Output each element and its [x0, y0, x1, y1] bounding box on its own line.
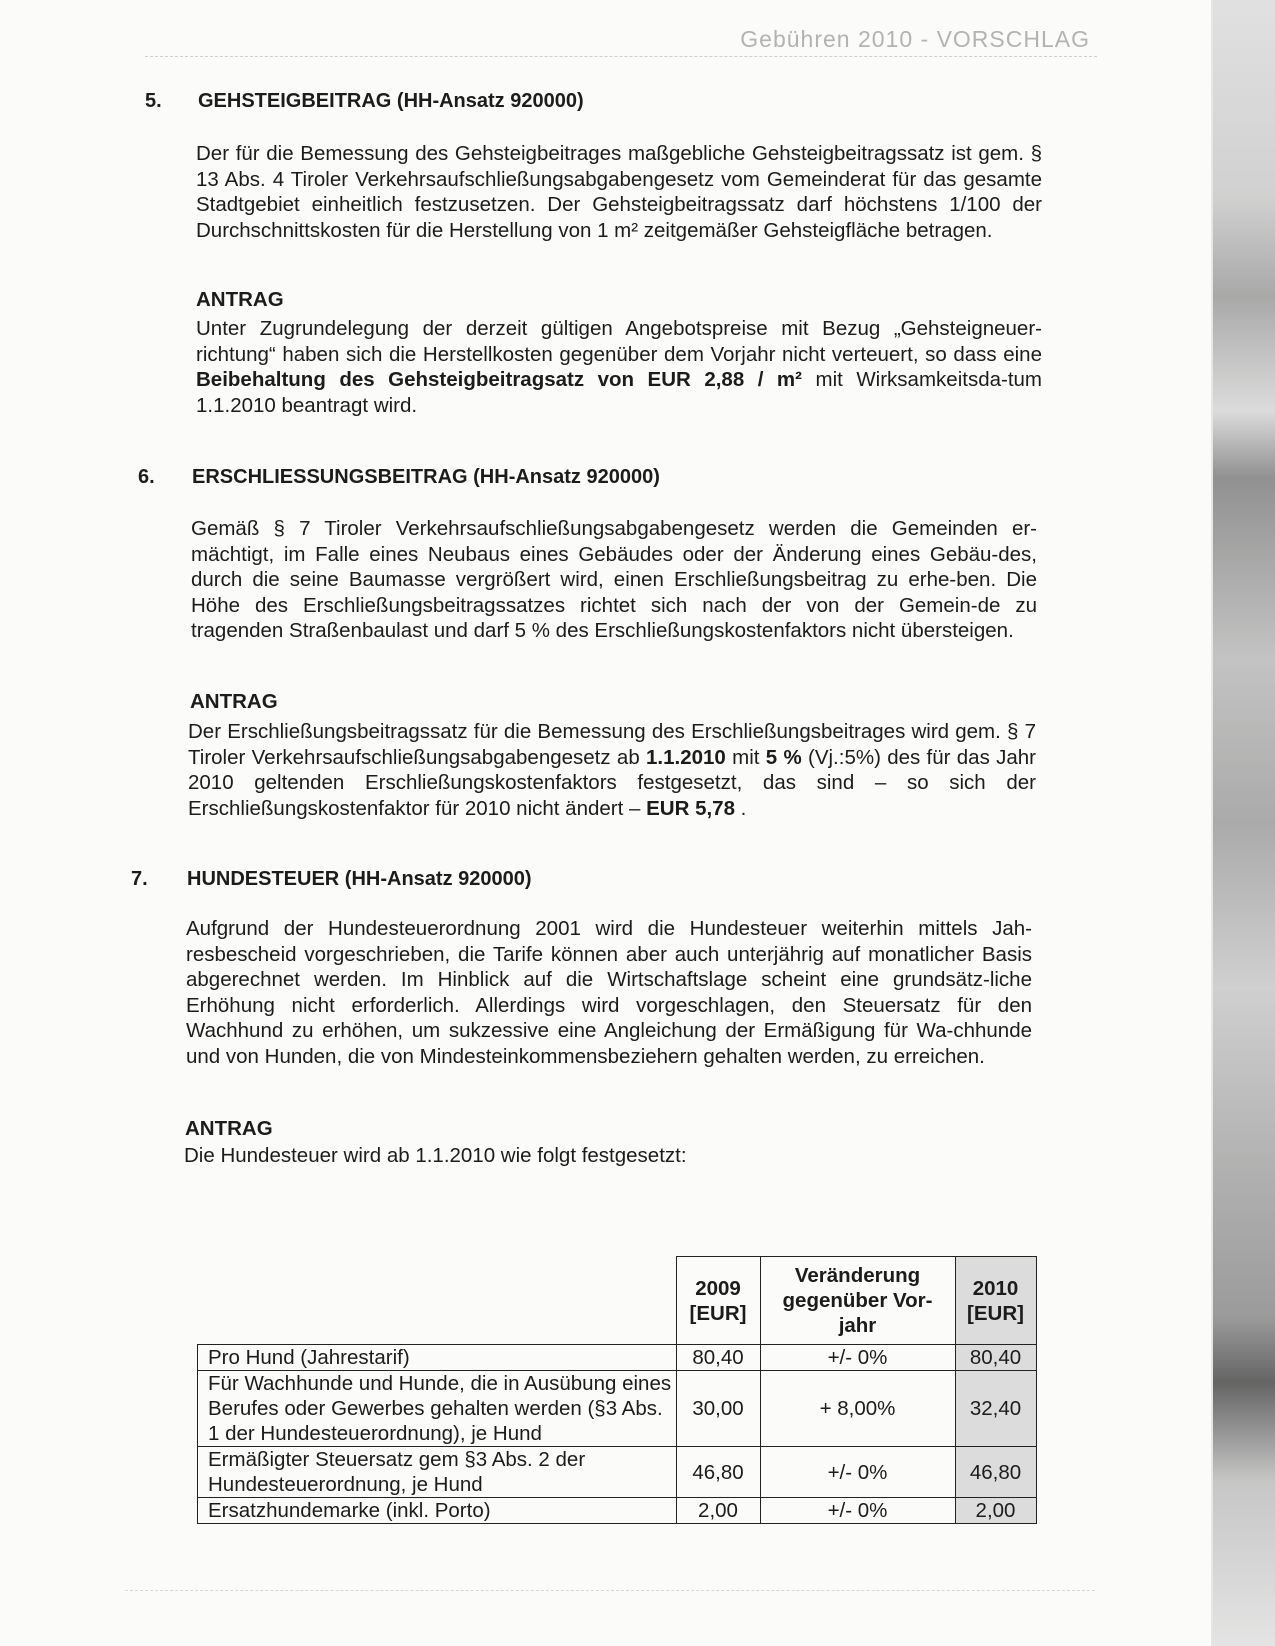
row-label: Ermäßigter Steuersatz gem §3 Abs. 2 der Hundesteuerordnung, je Hund	[198, 1447, 677, 1498]
header-rule	[145, 56, 1097, 57]
table-row	[198, 1345, 1037, 1371]
row-value-2009: 46,80	[676, 1447, 760, 1498]
section-5-antrag-text: Unter Zugrundelegung der derzeit gültigen Angebotspreise mit Bezug „Gehsteigneuer-richtung“ haben sich die Herstellkosten gegenüber dem Vorjahr nicht verteuert, so dass eine Beibehaltung des Gehsteigbeitragsatz von EUR 2,88 / m² mit Wirksamkeitsda-tum 1.1.2010 beantragt wird.	[196, 317, 1042, 417]
section-6-number: 6.	[138, 466, 155, 488]
row-value-2009: 2,00	[676, 1498, 760, 1524]
table-row	[198, 1498, 1037, 1524]
table-row	[198, 1447, 1037, 1498]
row-label: Ersatzhundemarke (inkl. Porto)	[198, 1498, 677, 1524]
section-5-title: GEHSTEIGBEITRAG (HH-Ansatz 920000)	[198, 90, 584, 112]
scan-edge-shadow	[1213, 0, 1275, 1646]
row-label: Pro Hund (Jahrestarif)	[198, 1345, 677, 1371]
header-2009: 2009 [EUR]	[676, 1257, 760, 1345]
row-value-2009: 30,00	[676, 1371, 760, 1447]
section-5-antrag-highlight: Beibehaltung des Gehsteigbeitragsatz von EUR 2,88 / m²	[196, 368, 802, 392]
row-value-2010: 46,80	[955, 1447, 1036, 1498]
page-header: Gebühren 2010 - VORSCHLAG	[740, 26, 1090, 52]
row-value-2010: 32,40	[955, 1371, 1036, 1447]
row-change: +/- 0%	[760, 1447, 955, 1498]
header-change: Veränderung gegenüber Vor-jahr	[760, 1257, 955, 1345]
section-5-number: 5.	[145, 90, 162, 112]
section-7-antrag-text: Die Hundesteuer wird ab 1.1.2010 wie folgt festgesetzt:	[184, 1144, 687, 1167]
table-header-row	[198, 1257, 1037, 1345]
row-value-2010: 80,40	[955, 1345, 1036, 1371]
section-7-title: HUNDESTEUER (HH-Ansatz 920000)	[187, 868, 532, 890]
section-7-antrag-label: ANTRAG	[185, 1117, 273, 1140]
row-label: Für Wachhunde und Hunde, die in Ausübung eines Berufes oder Gewerbes gehalten werden (§3 Abs. 1 der Hundesteuerordnung), je Hund	[198, 1371, 677, 1447]
row-change: +/- 0%	[760, 1345, 955, 1371]
section-7-body: Aufgrund der Hundesteuerordnung 2001 wird die Hundesteuer weiterhin mittels Jah-resbescheid vorgeschrieben, die Tarife können aber auch unterjährig auf monatlicher Basis abgerechnet werden. Im Hinblick auf die Wirtschaftslage scheint eine grundsätz-liche Erhöhung nicht erforderlich. Allerdings wird vorgeschlagen, den Steuersatz für den Wachhund zu erhöhen, um sukzessive eine Angleichung der Ermäßigung für Wa-chhunde und von Hunden, die von Mindesteinkommensbeziehern gehalten werden, zu erreichen.	[186, 917, 1032, 1068]
section-6-antrag-label: ANTRAG	[190, 690, 278, 713]
footer-rule	[125, 1590, 1095, 1591]
row-value-2009: 80,40	[676, 1345, 760, 1371]
header-2010: 2010 [EUR]	[955, 1257, 1036, 1345]
section-5-antrag-label: ANTRAG	[196, 288, 284, 311]
section-5-body: Der für die Bemessung des Gehsteigbeitrages maßgebliche Gehsteigbeitragssatz ist gem. § 13 Abs. 4 Tiroler Verkehrsaufschließungsabgabengesetz vom Gemeinderat für das gesamte Stadtgebiet einheitlich festzusetzen. Der Gehsteigbeitragssatz darf höchstens 1/100 der Durchschnittskosten für die Herstellung von 1 m² zeitgemäßer Gehsteigfläche betragen.	[196, 142, 1042, 242]
section-7-number: 7.	[131, 868, 148, 890]
row-value-2010: 2,00	[955, 1498, 1036, 1524]
table-corner	[198, 1257, 677, 1345]
section-6-antrag-text: Der Erschließungsbeitragssatz für die Bemessung des Erschließungsbeitrages wird gem. § 7 Tiroler Verkehrsaufschließungsabgabengesetz ab 1.1.2010 mit 5 % (Vj.:5%) des für das Jahr 2010 geltenden Erschließungskostenfaktors festgesetzt, das sind – so sich der Erschließungskostenfaktor für 2010 nicht ändert – EUR 5,78 .	[188, 720, 1037, 820]
table-row	[198, 1371, 1037, 1447]
row-change: + 8,00%	[760, 1371, 955, 1447]
section-6-body: Gemäß § 7 Tiroler Verkehrsaufschließungsabgabengesetz werden die Gemeinden er-mächtigt, im Falle eines Neubaus eines Gebäudes oder der Änderung eines Gebäu-des, durch die seine Baumasse vergrößert wird, einen Erschließungsbeitrag zu erhe-ben. Die Höhe des Erschließungsbeitragssatzes richtet sich nach der von der Gemein-de zu tragenden Straßenbaulast und darf 5 % des Erschließungskostenfaktors nicht übersteigen.	[191, 517, 1037, 643]
row-change: +/- 0%	[760, 1498, 955, 1524]
dog-tax-table	[197, 1256, 1037, 1524]
section-6-title: ERSCHLIESSUNGSBEITRAG (HH-Ansatz 920000)	[192, 466, 660, 488]
